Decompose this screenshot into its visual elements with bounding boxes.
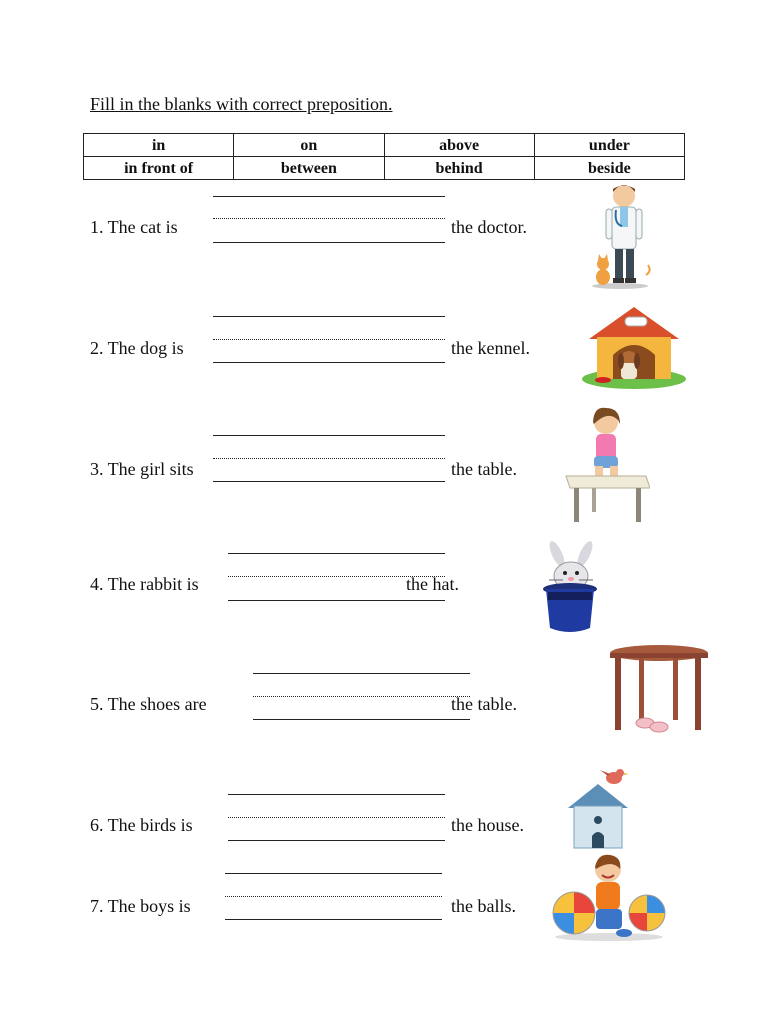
word-bank-cell: in <box>84 134 234 157</box>
answer-blank-2[interactable] <box>213 362 445 363</box>
writing-guide-line <box>225 896 442 897</box>
dog-in-kennel-illustration <box>581 303 687 389</box>
question-7-prefix: 7. The boys is <box>90 896 191 916</box>
word-bank-cell: above <box>384 134 534 157</box>
boy-between-balls-illustration <box>552 851 666 941</box>
word-bank-cell: on <box>234 134 384 157</box>
question-3-prefix: 3. The girl sits <box>90 459 194 479</box>
writing-line <box>213 435 445 436</box>
word-bank-cell: under <box>534 134 684 157</box>
writing-guide-line <box>213 339 445 340</box>
answer-blank-5[interactable] <box>253 719 470 720</box>
question-1-prefix: 1. The cat is <box>90 217 178 237</box>
question-5-prefix: 5. The shoes are <box>90 694 207 714</box>
question-6-suffix: the house. <box>451 815 524 835</box>
word-bank-cell: beside <box>534 157 684 180</box>
writing-line <box>213 316 445 317</box>
question-2-prefix: 2. The dog is <box>90 338 184 358</box>
question-6-prefix: 6. The birds is <box>90 815 193 835</box>
writing-guide-line <box>228 817 445 818</box>
question-3-suffix: the table. <box>451 459 517 479</box>
writing-guide-line <box>213 458 445 459</box>
word-bank-row <box>84 157 685 180</box>
question-5-suffix: the table. <box>451 694 517 714</box>
question-1-suffix: the doctor. <box>451 217 527 237</box>
writing-line <box>228 553 445 554</box>
doctor-with-cat-illustration <box>586 180 656 290</box>
question-4-prefix: 4. The rabbit is <box>90 574 199 594</box>
word-bank-cell: behind <box>384 157 534 180</box>
word-bank-cell: between <box>234 157 384 180</box>
answer-blank-6[interactable] <box>228 840 445 841</box>
answer-blank-3[interactable] <box>213 481 445 482</box>
rabbit-in-hat-illustration <box>541 540 601 635</box>
worksheet-title: Fill in the blanks with correct preposition. <box>90 94 393 114</box>
writing-line <box>253 673 470 674</box>
question-2-suffix: the kennel. <box>451 338 530 358</box>
shoes-under-table-illustration <box>609 643 711 737</box>
word-bank-row <box>84 134 685 157</box>
girl-on-table-illustration <box>564 406 650 524</box>
writing-guide-line <box>213 218 445 219</box>
writing-line <box>225 873 442 874</box>
answer-blank-1[interactable] <box>213 242 445 243</box>
answer-blank-4[interactable] <box>228 600 445 601</box>
writing-line <box>228 794 445 795</box>
answer-blank-7[interactable] <box>225 919 442 920</box>
question-4-suffix: the hat. <box>406 574 459 594</box>
writing-line <box>213 196 445 197</box>
word-bank-table <box>83 133 685 180</box>
bird-above-birdhouse-illustration <box>566 766 632 852</box>
question-7-suffix: the balls. <box>451 896 516 916</box>
writing-guide-line <box>253 696 470 697</box>
word-bank-cell: in front of <box>84 157 234 180</box>
